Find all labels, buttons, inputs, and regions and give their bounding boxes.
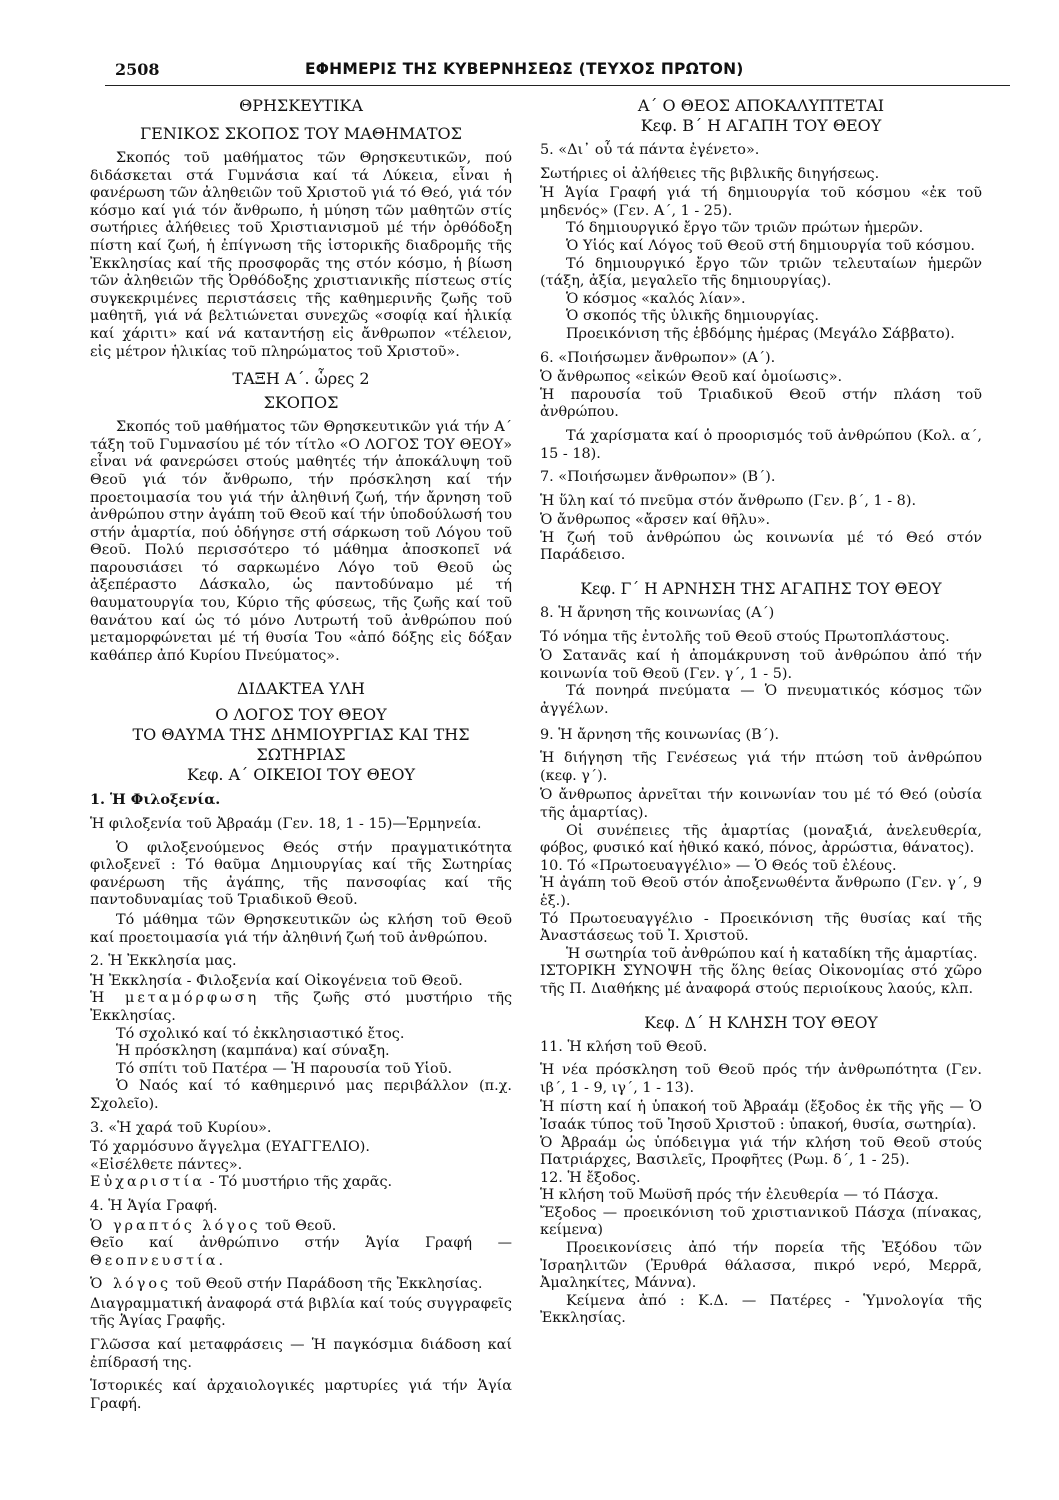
item-7-line-2: Ὁ ἄνθρωπος «ἄρσεν καί θῆλυ».: [540, 512, 771, 529]
item-5-line-1: Σωτήριες οἱ ἀλήθειες τῆς βιβλικῆς διηγήσεως.: [540, 165, 880, 182]
class-aim-text: Σκοπός τοῦ μαθήματος τῶν Θρησκευτικῶν γιά τήν Α΄ τάξη τοῦ Γυμνασίου μέ τόν τίτλο «Ο ΛΟΓΟΣ ΤΟΥ ΘΕΟΥ» εἶναι νά φανερώσει στούς μαθητές τήν ἀποκάλυψη τοῦ Θεοῦ γιά τόν ἄνθρωπο, τήν πρόσκληση καί τήν προετοιμασία του γιά τήν ἀληθινή ζωή, τήν ἄρνηση τοῦ ἀνθρώπου στην ἀγάπη τοῦ Θεοῦ καί τήν ὑποδούλωσή του στήν ἁμαρτία, πού ὁδήγησε στή σάρκωση τοῦ Λόγου τοῦ Θεοῦ. Πολύ περισσότερο τό μάθημα ἀποσκοπεῖ νά παρουσιάσει τό σαρκωμένο Λόγο τοῦ Θεοῦ ὡς ἀξεπέραστο Δάσκαλο, ὡς παντοδύναμο μέ τή θαυματουργία του, Κύριο τῆς φύσεως, τῆς ζωῆς καί τοῦ θανάτου καί ὡς τό μόνο Λυτρωτή τοῦ ἀνθρώπου πού μεταμορφώνεται μέ τή θυσία Του «ἀπό δόξης εἰς δόξαν καθάπερ ἀπό Κυρίου Πνεύματος».: [90, 419, 512, 664]
item-12-title: 12. Ἡ ἔξοδος.: [540, 1169, 641, 1186]
item-9-line-1: Ἡ διήγηση τῆς Γενέσεως γιά τήν πτώση τοῦ ἀνθρώπου (κεφ. γ΄).: [540, 750, 982, 784]
syllabus-heading: ΔΙΔΑΚΤΕΑ ΥΛΗ: [237, 679, 365, 699]
item-5-line-4: Ὁ Υἱός καί Λόγος τοῦ Θεοῦ στή δημιουργία τοῦ κόσμου.: [566, 237, 975, 254]
item-5-title: 5. «Δι᾽ οὗ τά πάντα ἐγένετο».: [540, 142, 760, 158]
item-5-line-6: Ὁ κόσμος «καλός λίαν».: [566, 290, 746, 307]
left-column: [90, 96, 512, 1415]
page-header: [115, 58, 1010, 84]
header-rule: [105, 85, 1010, 86]
item-6-line-3: Τά χαρίσματα καί ὁ προορισμός τοῦ ἀνθρώπου (Κολ. α΄, 15 - 18).: [540, 427, 982, 462]
item-8-line-1: Τό νόημα τῆς ἐντολῆς τοῦ Θεοῦ στούς Πρωτοπλάστους.: [540, 628, 950, 645]
item-3-line-3: Εὐχαριστία - Τό μυστήριο τῆς χαρᾶς.: [90, 1174, 393, 1191]
chapter-a-heading: Κεφ. Α΄ ΟΙΚΕΙΟΙ ΤΟΥ ΘΕΟΥ: [186, 765, 416, 785]
item-1-line-3: Τό μάθημα τῶν Θρησκευτικῶν ὡς κλήση τοῦ Θεοῦ καί προετοιμασία γιά τήν ἀληθινή ζωή τοῦ ἀνθρώπου.: [90, 912, 512, 946]
item-8-line-3: Τά πονηρά πνεύματα — Ὁ πνευματικός κόσμος τῶν ἀγγέλων.: [540, 683, 982, 718]
item-11-line-3: Ὁ Ἀβραάμ ὡς ὑπόδειγμα γιά τήν κλήση τοῦ Θεοῦ στούς Πατριάρχες, Βασιλεῖς, Προφῆτες (Ρωμ. δ΄, 1 - 25).: [540, 1134, 982, 1169]
item-5-line-8: Προεικόνιση τῆς ἑβδόμης ἡμέρας (Μεγάλο Σάββατο).: [566, 325, 955, 342]
item-11-line-1: Ἡ νέα πρόσκληση τοῦ Θεοῦ πρός τήν ἀνθρωπότητα (Γεν. ιβ΄, 1 - 9, ιγ΄, 1 - 13).: [540, 1062, 982, 1096]
item-6-line-1: Ὁ ἄνθρωπος «εἰκών Θεοῦ καί ὁμοίωσις».: [540, 369, 843, 386]
item-1-title: 1. Ἡ Φιλοξενία.: [90, 791, 221, 809]
item-3-line-2: «Εἰσέλθετε πάντες».: [90, 1156, 243, 1173]
general-aim-text: Σκοπός τοῦ μαθήματος τῶν Θρησκευτικῶν, πού διδάσκεται στά Γυμνάσια καί τά Λύκεια, εἶναι ἡ φανέρωση τῶν ἀληθειῶν τοῦ Χριστοῦ γιά τό Θεό, γιά τόν κόσμο καί γιά τόν ἄνθρωπο, ἡ μύηση τῶν μαθητῶν στίς σωτήριες ἀλήθειες τοῦ Χριστιανισμοῦ μέ τήν ὀρθόδοξη πίστη καί ζωή, ἡ ἐπίγνωση τῆς ἱστορικῆς διαδρομῆς τῆς Ἐκκλησίας καί τῆς προσφορᾶς της στόν κόσμο, ἡ βίωση τῶν ἀληθειῶν τῆς Ὀρθόδοξης χριστιανικῆς πίστεως στίς συγκεκριμένες περιστάσεις τῆς καθημερινῆς ζωῆς τοῦ μαθητῆ, γιά νά βελτιώνεται συνεχῶς «σοφίᾳ καί ἡλικίᾳ καί χάριτι» καί νά καταντήσῃ εἰς ἄνθρωπον «τέλειον, εἰς μέτρον ἡλικίας τοῦ πληρώματος τοῦ Χριστοῦ».: [90, 150, 512, 360]
item-7-title: 7. «Ποιήσωμεν ἄνθρωπον» (Β΄).: [540, 469, 776, 486]
item-11-title: 11. Ἡ κλήση τοῦ Θεοῦ.: [540, 1038, 708, 1055]
item-3-title: 3. «Ἡ χαρά τοῦ Κυρίου».: [90, 1119, 272, 1136]
item-3-line-1: Τό χαρμόσυνο ἄγγελμα (ΕΥΑΓΓΕΛΙΟ).: [90, 1139, 370, 1156]
aim-heading: ΣΚΟΠΟΣ: [263, 393, 339, 413]
item-4-line-3: Ὁ λόγος τοῦ Θεοῦ στήν Παράδοση τῆς Ἐκκλησίας.: [90, 1276, 483, 1293]
item-10-title: 10. Τό «Πρωτοευαγγέλιο» — Ὁ Θεός τοῦ ἐλέους.: [540, 857, 897, 874]
item-6-line-2: Ἡ παρουσία τοῦ Τριαδικοῦ Θεοῦ στήν πλάση τοῦ ἀνθρώπου.: [540, 386, 982, 421]
item-4-line-4: Διαγραμματική ἀναφορά στά βιβλία καί τούς συγγραφεῖς τῆς Ἁγίας Γραφῆς.: [90, 1295, 512, 1330]
running-title: ΕΦΗΜΕΡΙΣ ΤΗΣ ΚΥΒΕΡΝΗΣΕΩΣ (ΤΕΥΧΟΣ ΠΡΩΤΟΝ): [305, 60, 744, 78]
chapter-c-heading: Κεφ. Γ΄ Η ΑΡΝΗΣΗ ΤΗΣ ΑΓΑΠΗΣ ΤΟΥ ΘΕΟΥ: [580, 580, 942, 599]
item-2-line-5: Τό σπίτι τοῦ Πατέρα — Ἡ παρουσία τοῦ Υἱοῦ.: [116, 1060, 453, 1077]
general-aim-heading: ΓΕΝΙΚΟΣ ΣΚΟΠΟΣ ΤΟΥ ΜΑΘΗΜΑΤΟΣ: [140, 124, 462, 143]
item-5-line-7: Ὁ σκοπός τῆς ὑλικῆς δημιουργίας.: [566, 308, 819, 325]
item-4-line-5: Γλῶσσα καί μεταφράσεις — Ἡ παγκόσμια διάδοση καί ἐπίδρασή της.: [90, 1337, 512, 1371]
item-2-line-2: Ἡ μεταμόρφωση τῆς ζωῆς στό μυστήριο τῆς Ἐκκλησίας.: [90, 990, 512, 1024]
chapter-b-heading: Κεφ. Β΄ Η ΑΓΑΠΗ ΤΟΥ ΘΕΟΥ: [640, 116, 882, 135]
item-10-line-1: Ἡ ἀγάπη τοῦ Θεοῦ στόν ἀποξενωθέντα ἄνθρωπο (Γεν. γ΄, 9 ἑξ.).: [540, 875, 982, 909]
item-1-line-1: Ἡ φιλοξενία τοῦ Ἀβραάμ (Γεν. 18, 1 - 15)—Ἑρμηνεία.: [90, 816, 482, 833]
item-4-line-1: Ὁ γραπτός λόγος τοῦ Θεοῦ.: [90, 1217, 337, 1234]
item-10-line-2: Τό Πρωτοευαγγέλιο - Προεικόνιση τῆς θυσίας καί τῆς Ἀναστάσεως τοῦ Ἰ. Χριστοῦ.: [540, 910, 982, 945]
item-11-line-2: Ἡ πίστη καί ἡ ὑπακοή τοῦ Ἀβραάμ (ἔξοδος ἐκ τῆς γῆς — Ὁ Ἰσαάκ τύπος τοῦ Ἰησοῦ Χριστοῦ : ὑπακοή, θυσία, σωτηρία).: [540, 1099, 982, 1133]
book-title-line-2: ΤΟ ΘΑΥΜΑ ΤΗΣ ΔΗΜΙΟΥΡΓΙΑΣ ΚΑΙ ΤΗΣ: [132, 725, 470, 745]
book-title-line-3: ΣΩΤΗΡΙΑΣ: [256, 745, 346, 765]
page-number: 2508: [115, 60, 160, 79]
item-2-title: 2. Ἡ Ἐκκλησία μας.: [90, 953, 237, 970]
item-9-line-2: Ὁ ἄνθρωπος ἀρνεῖται τήν κοινωνίαν του μέ τό Θεό (οὐσία τῆς ἁμαρτίας).: [540, 787, 982, 821]
section-title: ΘΡΗΣΚΕΥΤΙΚΑ: [239, 96, 363, 115]
item-2-line-3: Τό σχολικό καί τό ἐκκλησιαστικό ἔτος.: [116, 1025, 405, 1042]
item-4-line-2: Θεῖο καί ἀνθρώπινο στήν Ἁγία Γραφή — Θεοπνευστία.: [90, 1235, 512, 1269]
item-12-line-4: Κείμενα ἀπό : Κ.Δ. — Πατέρες - Ὑμνολογία τῆς Ἐκκλησίας.: [540, 1292, 982, 1327]
part-a-heading: Α΄ Ο ΘΕΟΣ ΑΠΟΚΑΛΥΠΤΕΤΑΙ: [637, 96, 885, 115]
class-heading: ΤΑΞΗ Α΄. ὧρες 2: [232, 369, 370, 389]
item-4-title: 4. Ἡ Ἁγία Γραφή.: [90, 1197, 218, 1214]
item-6-title: 6. «Ποιήσωμεν ἄνθρωπον» (Α΄).: [540, 349, 776, 366]
item-5-line-2: Ἡ Ἁγία Γραφή γιά τή δημιουργία τοῦ κόσμου «ἐκ τοῦ μηδενός» (Γεν. Α΄, 1 - 25).: [540, 185, 982, 219]
item-10-line-3: Ἡ σωτηρία τοῦ ἀνθρώπου καί ἡ καταδίκη τῆς ἁμαρτίας.: [566, 945, 978, 962]
right-column: [540, 96, 982, 1328]
item-2-line-4: Ἡ πρόσκληση (καμπάνα) καί σύναξη.: [116, 1043, 390, 1060]
item-9-title: 9. Ἡ ἄρνηση τῆς κοινωνίας (Β΄).: [540, 726, 780, 743]
item-12-line-3: Προεικονίσεις ἀπό τήν πορεία τῆς Ἐξόδου τῶν Ἰσραηλιτῶν (Ἐρυθρά θάλασσα, πικρό νερό, Μερρᾶ, Ἀμαληκίτες, Μάννα).: [540, 1240, 982, 1292]
item-10-line-4: ΙΣΤΟΡΙΚΗ ΣΥΝΟΨΗ τῆς ὅλης θείας Οἰκονομίας στό χῶρο τῆς Π. Διαθήκης μέ ἀναφορά στούς περιοίκους λαούς, κλπ.: [540, 963, 982, 997]
item-9-line-3: Οἱ συνέπειες τῆς ἁμαρτίας (μοναξιά, ἀνελευθερία, φόβος, φυσικό καί ἠθικό κακό, πόνος, ἀρρώστια, θάνατος).: [540, 822, 982, 857]
item-8-line-2: Ὁ Σατανᾶς καί ἡ ἀπομάκρυνση τοῦ ἀνθρώπου ἀπό τήν κοινωνία τοῦ Θεοῦ (Γεν. γ΄, 1 - 5).: [540, 648, 982, 682]
item-12-line-1: Ἡ κλήση τοῦ Μωϋσῆ πρός τήν ἐλευθερία — τό Πάσχα.: [540, 1187, 939, 1204]
item-12-line-2: Ἔξοδος — προεικόνιση τοῦ χριστιανικοῦ Πάσχα (πίνακας, κείμενα): [540, 1204, 982, 1239]
item-7-line-3: Ἡ ζωή τοῦ ἀνθρώπου ὡς κοινωνία μέ τό Θεό στόν Παράδεισο.: [540, 529, 982, 564]
item-2-line-6: Ὁ Ναός καί τό καθημερινό μας περιβάλλον (π.χ. Σχολεῖο).: [90, 1078, 512, 1112]
item-5-line-3: Τό δημιουργικό ἔργο τῶν τριῶν πρώτων ἡμερῶν.: [566, 220, 924, 237]
chapter-d-heading: Κεφ. Δ΄ Η ΚΛΗΣΗ ΤΟΥ ΘΕΟΥ: [644, 1013, 878, 1032]
book-title-line-1: Ο ΛΟΓΟΣ ΤΟΥ ΘΕΟΥ: [215, 705, 387, 725]
item-2-line-1: Ἡ Ἐκκλησία - Φιλοξενία καί Οἰκογένεια τοῦ Θεοῦ.: [90, 972, 463, 989]
item-5-line-5: Τό δημιουργικό ἔργο τῶν τριῶν τελευταίων ἡμερῶν (τάξη, ἀξία, μεγαλεῖο τῆς δημιουργίας).: [540, 255, 982, 290]
item-4-line-6: Ἱστορικές καί ἀρχαιολογικές μαρτυρίες γιά τήν Ἁγία Γραφή.: [90, 1378, 512, 1412]
item-8-title: 8. Ἡ ἄρνηση τῆς κοινωνίας (Α΄): [540, 605, 775, 622]
item-1-line-2: Ὁ φιλοξενούμενος Θεός στήν πραγματικότητα φιλοξενεῖ : Τό θαῦμα Δημιουργίας καί τῆς Σωτηρίας φανέρωση τῆς ἀγάπης, τῆς πανσοφίας καί τῆς παντοδυναμίας τοῦ Τριαδικοῦ Θεοῦ.: [90, 839, 512, 909]
item-7-line-1: Ἡ ὕλη καί τό πνεῦμα στόν ἄνθρωπο (Γεν. β΄, 1 - 8).: [540, 492, 917, 509]
